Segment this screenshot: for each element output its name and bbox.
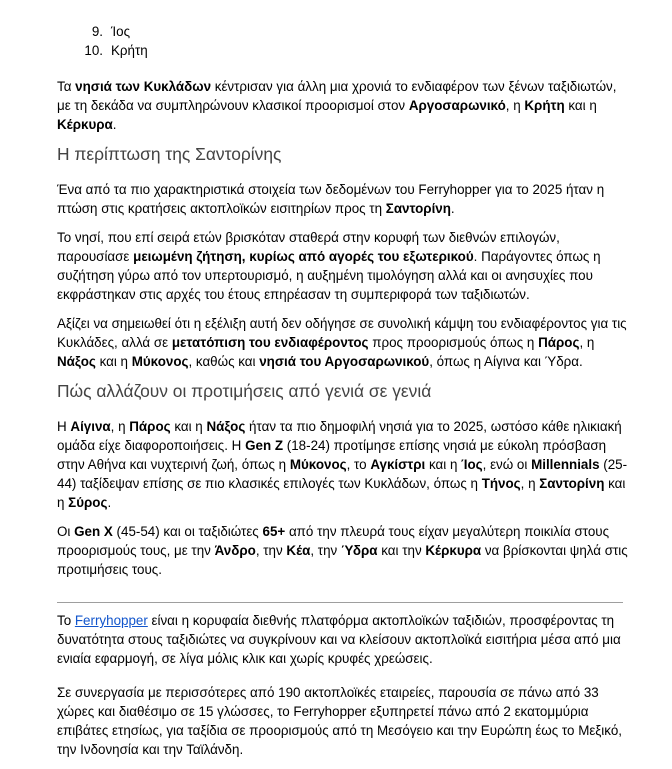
list-item-label: Ίος xyxy=(111,24,131,39)
santorini-paragraph-2: Το νησί, που επί σειρά ετών βρισκόταν σταθερά στην κορυφή των διεθνών επιλογών, παρουσίασε μειωμένη ζήτηση, κυρίως από αγορές του εξωτερικού. Παράγοντες όπως η συζήτηση γύρω από τον υπερτουρισμό, η αυξημένη τιμολόγηση αλλά και οι ανησυχίες που εκφράστηκαν στις αρχές του έτους επηρέασαν τη συμπεριφορά των ταξιδιωτών. xyxy=(57,230,601,302)
list-item xyxy=(79,41,148,60)
generations-paragraph-2: Οι Gen X (45-54) και οι ταξιδιώτες 65+ από την πλευρά τους είχαν μεγαλύτερη ποικιλία στους προορισμούς τους, με την Άνδρο, την Κέα, την Ύδρα και την Κέρκυρα να βρίσκονται ψηλά στις προτιμήσεις τους. xyxy=(57,524,628,577)
list-item-number: 10. xyxy=(84,43,103,58)
about-paragraph-2: Σε συνεργασία με περισσότερες από 190 ακτοπλοϊκές εταιρείες, παρουσία σε πάνω από 33 χώρες και διαθέσιμο σε 15 γλώσσες, το Ferryhopper εξυπηρετεί πάνω από 2 εκατομμύρια επιβάτες ετησίως, για ταξίδια σε προορισμούς από τη Μεσόγειο και την Ευρώπη έως το Μεξικό, την Ινδονησία και την Ταϊλάνδη. xyxy=(57,685,622,757)
generations-paragraph-1: Η Αίγινα, η Πάρος και η Νάξος ήταν τα πιο δημοφιλή νησιά για το 2025, ωστόσο κάθε ηλικιακή ομάδα είχε διαφοροποιήσεις. Η Gen Z (18-24) προτίμησε επίσης νησιά με εύκολη πρόσβαση στην Αθήνα και νυχτερινή ζωή, όπως η Μύκονος, το Αγκίστρι και η Ίος, ενώ οι Millennials (25-44) ταξίδεψαν επίσης σε πιο κλασικές επιλογές των Κυκλάδων, όπως η Τήνος, η Σαντορίνη και η Σύρος. xyxy=(57,419,628,510)
generations-heading: Πώς αλλάζουν οι προτιμήσεις από γενιά σε γενιά xyxy=(57,381,432,401)
santorini-paragraph-1: Ένα από τα πιο χαρακτηριστικά στοιχεία των δεδομένων του Ferryhopper για το 2025 ήταν η πτώση στις κρατήσεις ακτοπλοϊκών εισιτηρίων προς τη Σαντορίνη. xyxy=(57,182,605,216)
list-item xyxy=(79,22,148,41)
santorini-paragraph-3: Αξίζει να σημειωθεί ότι η εξέλιξη αυτή δεν οδήγησε σε συνολική κάμψη του ενδιαφέροντος για τις Κυκλάδες, αλλά σε μετατόπιση του ενδιαφέροντος προς προορισμούς όπως η Πάρος, η Νάξος και η Μύκονος, καθώς και νησιά του Αργοσαρωνικού, όπως η Αίγινα και Ύδρα. xyxy=(57,316,627,369)
intro-paragraph: Τα νησιά των Κυκλάδων κέντρισαν για άλλη μια χρονιά το ενδιαφέρον των ξένων ταξιδιωτών, με τη δεκάδα να συμπληρώνουν κλασικοί προορισμοί στον Αργοσαρωνικό, η Κρήτη και η Κέρκυρα. xyxy=(57,79,617,132)
list-item-label: Κρήτη xyxy=(111,43,148,58)
section-divider xyxy=(57,602,623,603)
about-paragraph-1: Το Ferryhopper είναι η κορυφαία διεθνής πλατφόρμα ακτοπλοϊκών ταξιδιών, προσφέροντας τη δυνατότητα στους ταξιδιώτες να συγκρίνουν και να κλείσουν ακτοπλοϊκά εισιτήρια μέσα από μια ενιαία εφαρμογή, σε λίγα μόλις κλικ και χωρίς κρυφές χρεώσεις. xyxy=(57,613,621,666)
santorini-heading: Η περίπτωση της Σαντορίνης xyxy=(57,144,282,164)
ferryhopper-link[interactable]: Ferryhopper xyxy=(74,613,148,628)
list-item-number: 9. xyxy=(91,24,103,39)
destination-list xyxy=(79,22,148,60)
